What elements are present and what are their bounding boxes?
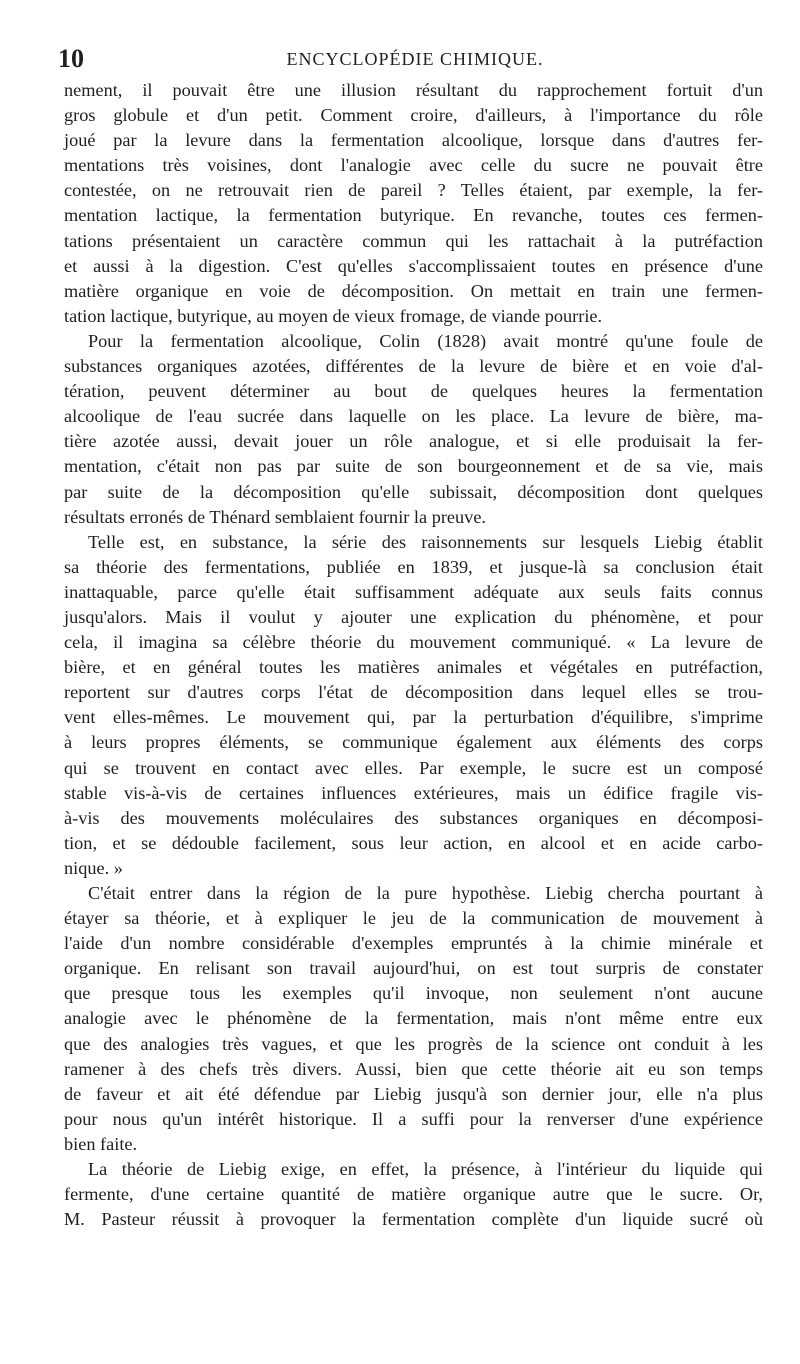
text-line: mentation, c'était non pas par suite de son bourgeonnement et de sa vie, mais (64, 456, 763, 477)
text-line: tation lactique, butyrique, au moyen de vieux fromage, de viande pourrie. (64, 305, 603, 326)
body-text (64, 78, 763, 1232)
text-line: que presque tous les exemples qu'il invoque, non seulement n'ont aucune (64, 983, 763, 1004)
text-line: pour nous qu'un intérêt historique. Il a suffi pour la renverser d'une expérience (64, 1108, 763, 1129)
text-line: sa théorie des fermentations, publiée en 1839, et jusque-là sa conclusion était (64, 556, 763, 577)
text-line: vent elles-mêmes. Le mouvement qui, par la perturbation d'équilibre, s'imprime (64, 707, 763, 728)
text-line: gros globule et d'un petit. Comment croire, d'ailleurs, à l'importance du rôle (64, 105, 763, 126)
text-line: Telle est, en substance, la série des raisonnements sur lesquels Liebig établit (88, 531, 763, 552)
text-line: par suite de la décomposition qu'elle subissait, décomposition dont quelques (64, 481, 763, 502)
text-line: ramener à des chefs très divers. Aussi, bien que cette théorie ait eu son temps (64, 1058, 763, 1079)
text-line: analogie avec le phénomène de la fermentation, mais n'ont même entre eux (64, 1008, 763, 1029)
text-line: nement, il pouvait être une illusion résultant du rapprochement fortuit d'un (64, 80, 763, 100)
text-line: résultats erronés de Thénard semblaient fournir la preuve. (64, 506, 487, 527)
text-line: M. Pasteur réussit à provoquer la fermentation complète d'un liquide sucré où (64, 1209, 763, 1230)
text-line: et aussi à la digestion. C'est qu'elles s'accomplissaient toutes en présence d'une (64, 255, 763, 276)
text-line: nique. » (64, 857, 123, 878)
text-line: alcoolique de l'eau sucrée dans laquelle on les place. La levure de bière, ma- (64, 406, 763, 427)
text-line: joué par la levure dans la fermentation alcoolique, lorsque dans d'autres fer- (64, 130, 763, 151)
text-line: de faveur et ait été défendue par Liebig jusqu'à son dernier jour, elle n'a plus (64, 1083, 763, 1104)
text-line: mentation lactique, la fermentation butyrique. En revanche, toutes ces fermen- (64, 205, 763, 226)
text-line: contestée, on ne retrouvait rien de pareil ? Telles étaient, par exemple, la fer- (64, 180, 763, 201)
text-line: à-vis des mouvements moléculaires des substances organiques en décomposi- (64, 807, 763, 828)
text-line: étayer sa théorie, et à expliquer le jeu de la communication de mouvement à (64, 908, 763, 929)
text-line: tations présentaient un caractère commun qui les rattachait à la putréfaction (64, 230, 763, 251)
text-line: organique. En relisant son travail aujourd'hui, on est tout surpris de constater (64, 958, 763, 979)
text-line: fermente, d'une certaine quantité de matière organique autre que le sucre. Or, (64, 1184, 763, 1205)
text-line: stable vis-à-vis de certaines influences extérieures, mais un édifice fragile vis- (64, 782, 763, 803)
page-number: 10 (58, 44, 84, 73)
text-line: Pour la fermentation alcoolique, Colin (1828) avait montré qu'une foule de (88, 330, 763, 351)
running-title: ENCYCLOPÉDIE CHIMIQUE. (286, 49, 544, 69)
text-line: jusqu'alors. Mais il voulut y ajouter une explication du phénomène, et pour (64, 606, 763, 627)
text-line: mentations très voisines, dont l'analogie avec celle du sucre ne pouvait être (64, 155, 763, 176)
text-line: matière organique en voie de décomposition. On mettait en train une fermen- (64, 280, 763, 301)
text-line: tière azotée aussi, devait jouer un rôle analogue, et si elle produisait la fer- (64, 431, 763, 452)
text-line: tération, peuvent déterminer au bout de quelques heures la fermentation (64, 381, 763, 402)
text-line: à leurs propres éléments, se communique également aux éléments des corps (64, 732, 763, 753)
text-line: reportent sur d'autres corps l'état de décomposition dans lequel elles se trou- (64, 682, 763, 703)
text-line: La théorie de Liebig exige, en effet, la présence, à l'intérieur du liquide qui (88, 1159, 763, 1180)
text-line: l'aide d'un nombre considérable d'exemples empruntés à la chimie minérale et (64, 933, 763, 954)
text-line: C'était entrer dans la région de la pure hypothèse. Liebig chercha pourtant à (88, 883, 763, 903)
text-line: inattaquable, parce qu'elle était suffisamment adéquate aux seuls faits connus (64, 581, 763, 602)
text-line: bière, et en général toutes les matières animales et végétales en putréfaction, (64, 657, 763, 678)
text-line: cela, il imagina sa célèbre théorie du mouvement communiqué. « La levure de (64, 632, 763, 653)
text-line: substances organiques azotées, différentes de la levure de bière et en voie d'al- (64, 356, 763, 377)
text-line: tion, et se dédouble facilement, sous leur action, en alcool et en acide carbo- (64, 832, 763, 853)
text-line: bien faite. (64, 1133, 138, 1154)
text-line: que des analogies très vagues, et que les progrès de la science ont conduit à les (64, 1033, 763, 1054)
text-line: qui se trouvent en contact avec elles. Par exemple, le sucre est un composé (64, 757, 763, 778)
